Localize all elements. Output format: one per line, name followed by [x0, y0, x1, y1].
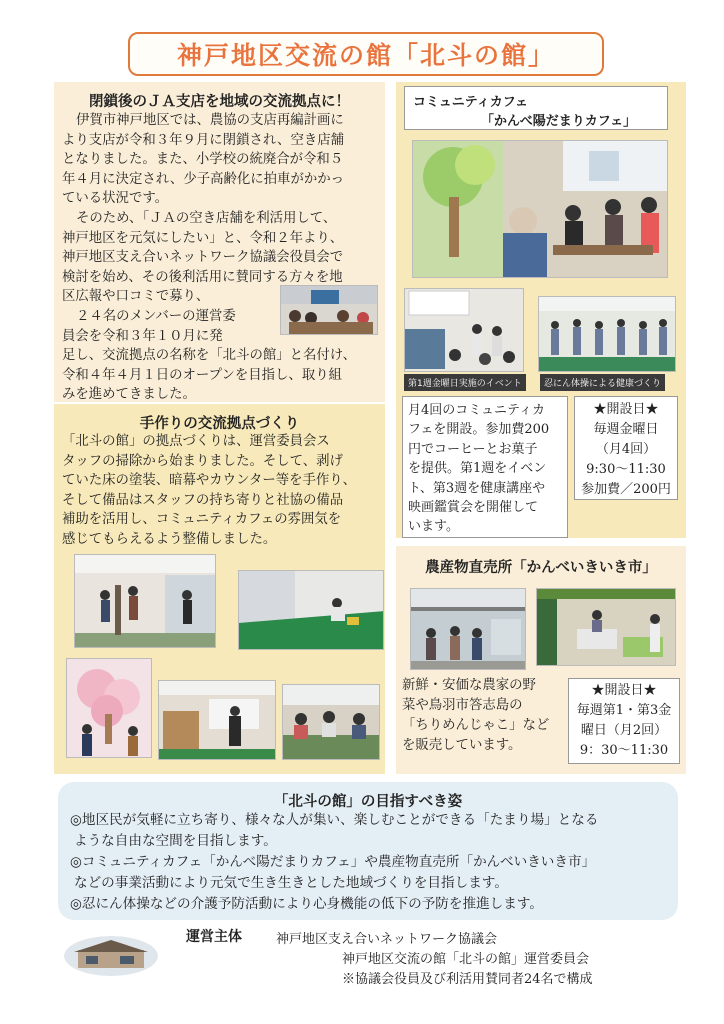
market-photo-2 [536, 588, 676, 666]
cafe-label-box [404, 86, 668, 130]
meeting-room-photo-image [283, 685, 380, 760]
tree-mural-photo-image [67, 659, 152, 758]
event-photo-image [405, 289, 524, 372]
cleaning-photo [74, 554, 216, 648]
meeting-photo-image [281, 286, 378, 335]
section-ja-text: 伊賀市神戸地区では、農協の支店再編計画に より支店が令和３年９月に閉鎖され、空き店舗 となりました。また、小学校の統廃合が令和５ 年４月に決定され、少子高齢化に拍車がかかっ ている状況です。 そのため、「ＪＡの空き店舗を利活用して、 神戸地区を元気にしたい」と、令和２年より、 神戸地区支え合いネットワーク協議会役員会で 検討を始め、その後利活用に賛同する方々を地 区広報や口コミで募り、 ２４名のメンバーの運営委 員会を令和３年１０月に発 足し、交流拠点の名称を「北斗の館」と名付け、 令和４年４月１日のオープンを目指し、取り組 みを進めてきました。 [62, 113, 357, 403]
cafe-main-photo [412, 140, 668, 278]
exercise-caption: 忍にん体操による健康づくり [540, 374, 665, 391]
event-photo [404, 288, 524, 372]
goals-heading: 「北斗の館」の目指すべき姿 [273, 794, 463, 810]
cafe-label-2: 「かんべ陽だまりカフェ」 [481, 114, 637, 129]
page-title: 神戸地区交流の館「北斗の館」 [176, 41, 555, 70]
tree-mural-photo [66, 658, 152, 758]
org-label: 運営主体 [186, 929, 242, 945]
building-photo [64, 936, 158, 976]
building-photo-image [64, 936, 158, 976]
exercise-photo [538, 296, 676, 372]
market-schedule-box: ★開設日★ 毎週第1・第3金 曜日（月2回） 9：30～11:30 [568, 678, 680, 764]
counter-photo-image [159, 681, 276, 760]
cafe-schedule-box: ★開設日★ 毎週金曜日 （月4回） 9:30～11:30 参加費／200円 [574, 396, 678, 500]
cafe-label-1: コミュニティカフェ [413, 95, 529, 110]
goals-text: ◎地区民が気軽に立ち寄り、様々な人が集い、楽しむことができる「たまり場」となる ような自由な空間を目指します。 ◎コミュニティカフェ「かんべ陽だまりカフェ」や農産物直売所「かんべいきいき市」 などの事業活動により元気で生き生きとした地域づくりを目指します。 ◎忍にん体操などの介護予防活動により心身機能の低下の予防を推進します。 [70, 812, 599, 912]
exercise-photo-image [539, 297, 676, 372]
event-caption: 第1週金曜日実施のイベント [404, 374, 526, 391]
market-heading: 農産物直売所「かんべいきいき市」 [425, 560, 657, 576]
market-photo-2-image [537, 589, 676, 666]
cafe-main-photo-image [413, 141, 668, 278]
market-desc: 新鮮・安価な農家の野 菜や鳥羽市答志島の 「ちりめんじゃこ」など を販売しています。 [402, 678, 550, 753]
page-title-box [128, 32, 604, 76]
meeting-photo [280, 285, 378, 335]
section-handmade-text: 「北斗の館」の拠点づくりは、運営委員会ス タッフの掃除から始まりました。そして、剥げ ていた床の塗装、暗幕やカウンター等を手作り、 そして備品はスタッフの持ち寄りと社協の備品 補助を活用し、コミュニティカフェの雰囲気を 感じてもらえるよう整備しました。 [62, 434, 357, 547]
meeting-room-photo [282, 684, 380, 760]
cafe-desc: 月4回のコミュニティカ フェを開設。参加費200 円でコーヒーとお菓子 を提供。第1週をイベン ト、第3週を健康講座や 映画鑑賞会を開催して います。 [402, 396, 568, 538]
cleaning-photo-image [75, 555, 216, 648]
org-line-2: 神戸地区交流の館「北斗の館」運営委員会 [342, 952, 590, 967]
counter-photo [158, 680, 276, 760]
market-photo-1 [410, 588, 526, 670]
section-ja-heading: 閉鎖後のＪＡ支店を地域の交流拠点に！ [89, 94, 350, 110]
floor-painting-photo [238, 570, 384, 650]
floor-painting-photo-image [239, 571, 384, 650]
org-line-1: 神戸地区支え合いネットワーク協議会 [276, 932, 498, 947]
org-line-3: ※協議会役員及び利活用賛同者24名で構成 [342, 972, 593, 987]
market-photo-1-image [411, 589, 526, 670]
section-handmade-heading: 手作りの交流拠点づくり [139, 416, 300, 432]
